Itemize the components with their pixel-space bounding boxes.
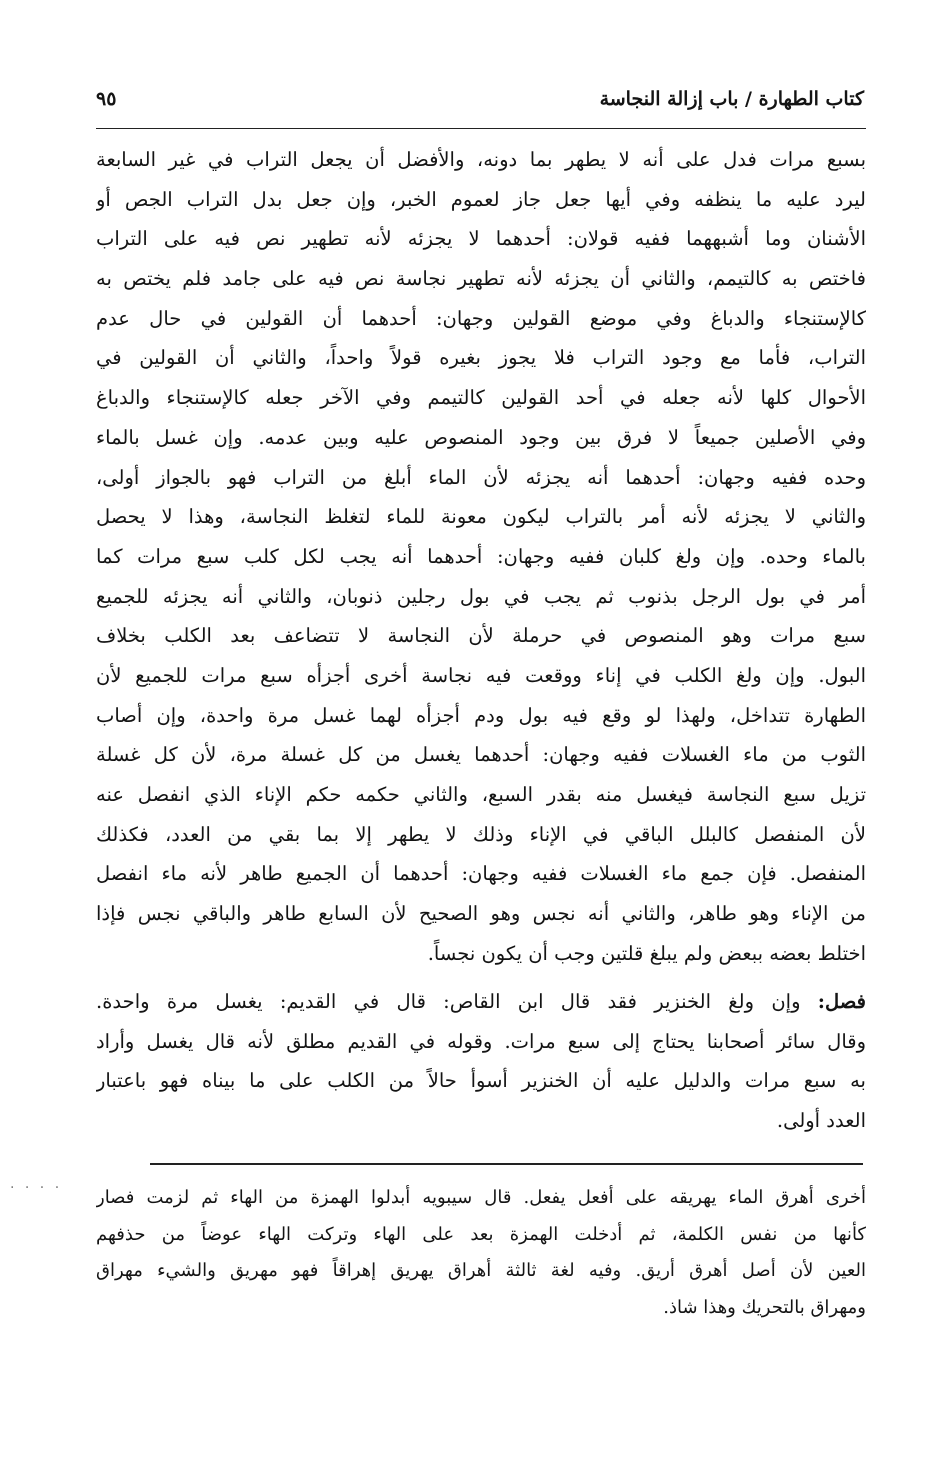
main-text [96,140,866,973]
margin-mark: . . . . [10,1176,63,1192]
footnote-line: العين لأن أصل أهرق أريق. وفيه لغة ثالثة أهراق يهريق إهراقاً فهو مهريق والشيء مهراق [96,1260,866,1281]
header-divider [96,128,866,129]
fasl-section [96,982,866,1141]
text-line: الأحوال كلها لأنه جعله في أحد القولين كالتيمم وفي الآخر جعله كالإستنجاء والدباغ [96,386,866,410]
text-line: اختلط بعضه ببعض ولم يبلغ قلتين وجب أن يكون نجساً. [427,941,866,965]
text-line: أمر في بول الرجل بذنوب ثم يجب في بول رجلين ذنوبان، والثاني أنه يجزئه للجميع [96,584,866,608]
text-line: كالإستنجاء والدباغ وفي موضع القولين وجهان: أحدهما أن القولين في حال عدم [96,306,866,330]
footnote [96,1180,866,1326]
text-line: البول. وإن ولغ الكلب في إناء ووقعت فيه نجاسة أخرى أجزأه سبع مرات للجميع لأن [96,663,866,687]
text-line: وحده ففيه وجهان: أحدهما أنه يجزئه لأن الماء أبلغ من التراب فهو بالجواز أولى، [96,465,866,489]
text-line: الطهارة تتداخل، ولهذا لو وقع فيه بول ودم أجزأه لهما غسل مرة واحدة، وإن أصاب [96,703,866,727]
text-line: لأن المنفصل كالبلل الباقي في الإناء وذلك لا يطهر إلا بما بقي من العدد، فكذلك [96,822,866,846]
text-line: العدد أولى. [776,1109,866,1133]
running-header [96,86,864,122]
fasl-line-text: وإن ولغ الخنزير فقد قال ابن القاص: قال في القديم: يغسل مرة واحدة. [96,990,818,1013]
text-line: وفي الأصلين جميعاً لا فرق بين وجود المنصوص عليه وبين عدمه. وإن غسل بالماء [96,425,866,449]
text-line: الأشنان وما أشبههما ففيه قولان: أحدهما لا يجزئه لأنه تطهير نص فيه على التراب [96,227,866,251]
fasl-first-line [96,982,866,1022]
text-line: سبع مرات وهو المنصوص في حرملة لأن النجاسة لا تتضاعف بعد الكلب بخلاف [96,624,866,648]
text-line: المنفصل. فإن جمع ماء الغسلات ففيه وجهان: أحدهما أن الجميع طاهر لأنه ماء انفصل [96,862,866,886]
text-line: من الإناء وهو طاهر، والثاني أنه نجس وهو الصحيح لأن السابع طاهر والباقي نجس فإذا [96,902,866,926]
fasl-label: فصل: [817,990,866,1013]
text-line: الثوب من ماء الغسلات ففيه وجهان: أحدهما يغسل من كل غسلة مرة، لأن كل غسلة [96,743,866,767]
text-line: بسبع مرات فدل على أنه لا يطهر بما دونه، والأفضل أن يجعل التراب في غير السابعة [96,148,866,171]
text-line: تزيل سبع النجاسة فيغسل منه بقدر السبع، والثاني حكمه حكم الإناء الذي انفصل عنه [96,783,866,806]
text-line: وقال سائر أصحابنا يحتاج إلى سبع مرات. وقوله في القديم مطلق لأنه قال يغسل وأراد [96,1029,866,1053]
text-line: التراب، فأما مع وجود التراب فلا يجوز بغيره قولاً واحداً، والثاني أن القولين في [96,346,866,370]
text-line: بالماء وحده. وإن ولغ كلبان ففيه وجهان: أحدهما أنه يجب لكل كلب سبع مرات كما [96,544,866,568]
text-line: ليرد عليه ما ينظفه وفي أيها جعل جاز لعموم الخبر، وإن جعل بدل التراب الجص أو [96,187,866,211]
text-line: والثاني لا يجزئه لأنه أمر بالتراب ليكون معونة للماء لتغلظ النجاسة، وهذا لا يحصل [96,505,866,529]
text-line: فاختص به كالتيمم، والثاني أن يجزئه لأنه تطهير نجاسة نص فيه على جامد فلم يختص به [96,267,866,291]
header-title: كتاب الطهارة / باب إزالة النجاسة [599,88,864,110]
footnote-divider [150,1163,863,1165]
footnote-line: أخرى أهرق الماء يهريقه على أفعل يفعل. قال سيبويه أبدلوا الهمزة من الهاء ثم لزمت فصار [96,1187,866,1208]
footnote-line: ومهراق بالتحريك وهذا شاذ. [663,1296,866,1318]
text-line: به سبع مرات والدليل عليه أن الخنزير أسوأ حالاً من الكلب على ما بيناه فهو باعتبار [96,1069,866,1093]
page-number: ٩٥ [96,88,117,110]
footnote-line: كأنها من نفس الكلمة، ثم أدخلت الهمزة بعد على الهاء وتركت الهاء عوضاً من حذفهم [96,1223,866,1245]
